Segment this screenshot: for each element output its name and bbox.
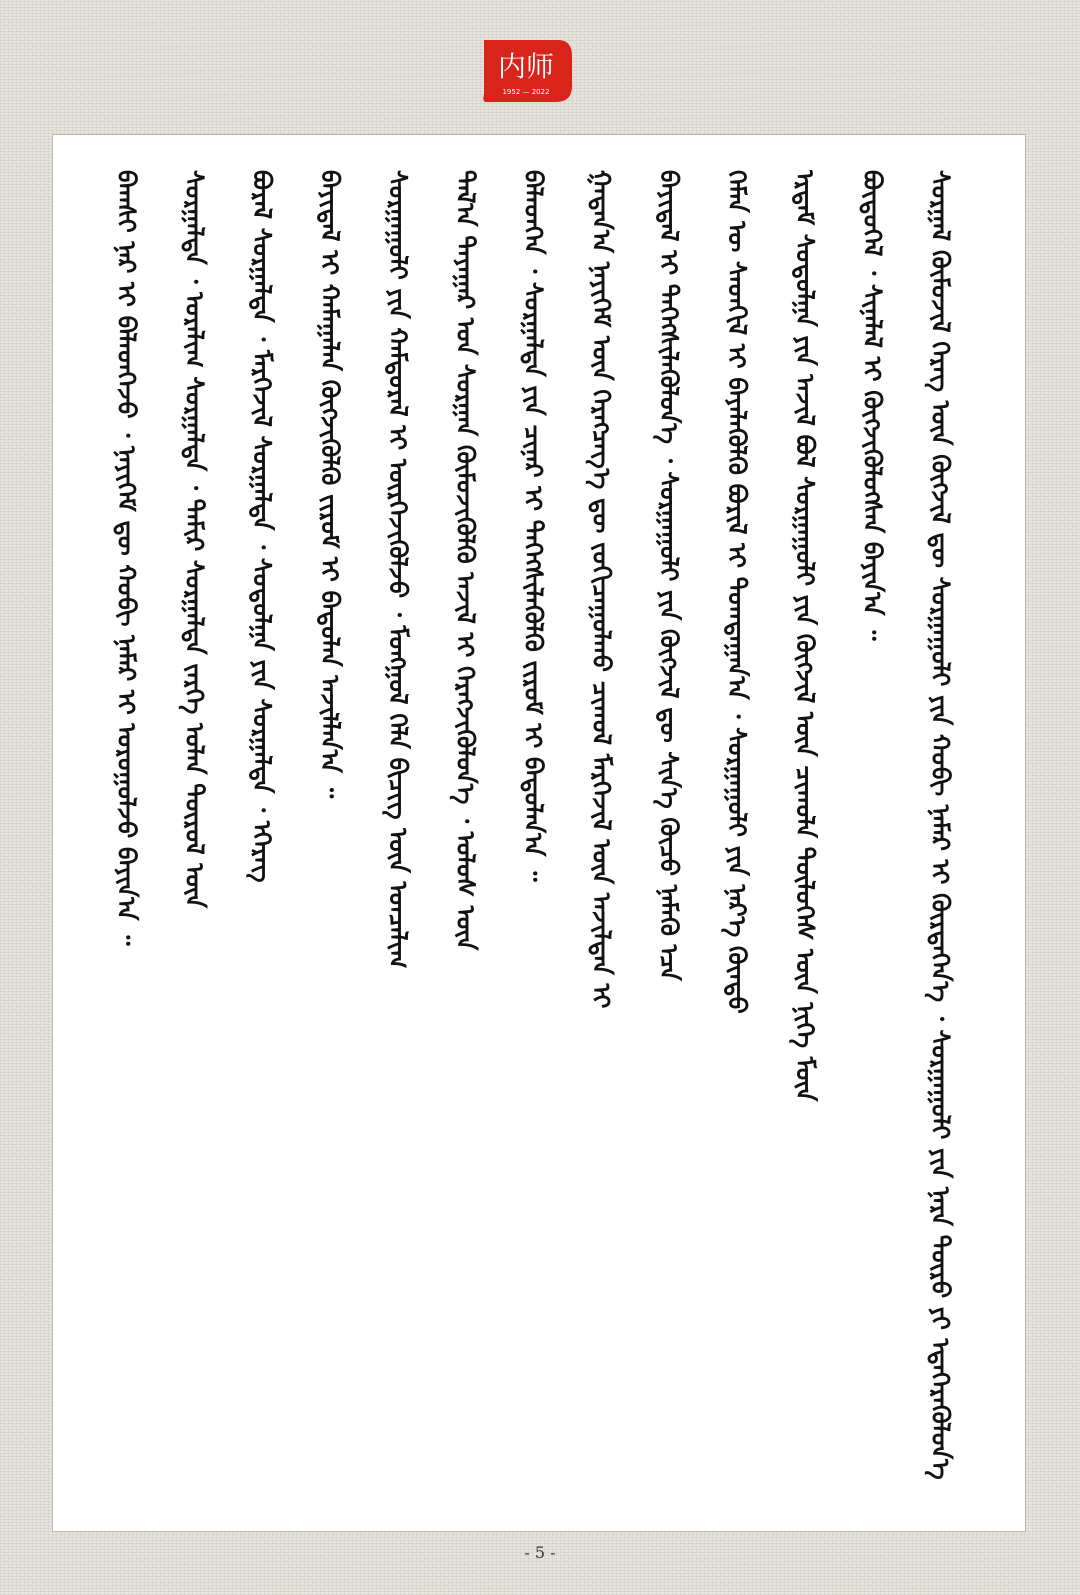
university-logo <box>478 34 576 106</box>
text-column: ᠪᠠᠭᠰᠢ ᠨᠠᠷ ᠢ ᠪᠡᠯᠡᠳᠭᠡᠵᠦ ᠂ ᠨᠡᠶᠢᠭᠡᠮ ᠳᠦ ᠬᠤᠪᠢ ᠨᠡᠮᠡᠷ ᠢ ᠣᠷᠤᠭᠤᠯᠵᠤ ᠪᠠᠶᠢᠨ᠎ᠠ ᠃ <box>112 170 141 946</box>
logo-text: 内师 <box>497 50 555 83</box>
text-column: ᠰᠤᠷᠭᠠᠯᠲᠠ ᠂ ᠤᠷᠠᠯᠢᠭ ᠰᠤᠷᠭᠠᠯᠲᠠ ᠂ ᠲᠠᠮᠢᠷ ᠰᠤᠷᠭᠠᠯᠲᠠ ᠵᠡᠷᠭᠡ ᠣᠯᠠᠨ ᠲᠦᠷᠦᠯ ᠦᠨ <box>179 170 209 909</box>
logo-emblem <box>478 34 576 106</box>
text-column: ᠡᠷᠳᠡᠮ ᠰᠤᠳᠤᠯᠭᠠ ᠶᠢᠨ ᠠᠵᠢᠯ ᠪᠤᠯ ᠰᠤᠷᠭᠠᠭᠤᠯᠢ ᠶᠢᠨ ᠬᠥᠭᠵᠢᠯ ᠦᠨ ᠴᠢᠬᠤᠯᠠ ᠲᠥᠯᠦᠭᠡᠰ ᠦᠨ ᠨᠢᠭᠡ ᠮᠥᠨ <box>790 170 820 1102</box>
text-column: ᠰᠤᠷᠭᠠᠭᠤᠯᠢ ᠶᠢᠨ ᠬᠠᠮᠲᠤᠷᠠᠯ ᠢ ᠥᠷᠭᠡᠵᠢᠭᠦᠯᠵᠦ ᠂ ᠮᠣᠩᠭᠣᠯ ᠬᠡᠯᠡ ᠪᠢᠴᠢᠭ ᠦᠨ ᠣᠨᠴᠠᠯᠢᠭ <box>383 170 413 969</box>
logo-years: 1952 — 2022 <box>502 88 550 96</box>
text-column: ᠪᠦᠲᠦᠭᠡᠯ ᠂ ᠰᠢᠨᠡᠯᠡᠯ ᠢ ᠬᠥᠭᠵᠢᠭᠦᠯᠦᠭᠰᠡᠨ ᠪᠠᠶᠢᠨ᠎ᠠ ᠃ <box>858 170 888 641</box>
text-column: ᠭᠠᠳᠠᠨ᠎ᠠ ᠨᠡᠶᠢᠭᠡᠮ ᠦᠨ ᠬᠡᠷᠡᠭᠴᠡᠭ᠎ᠡ ᠳᠦ ᠵᠣᠬᠢᠴᠠᠭᠤᠯᠬᠤ ᠴᠢᠬᠤᠯ ᠮᠡᠷᠭᠡᠵᠢᠯ ᠦᠨ ᠠᠵᠢᠯᠲᠠᠨ ᠢ <box>586 170 616 1009</box>
text-column: ᠪᠠᠶᠢᠳᠠᠯ ᠢ ᠳᠡᠭᠡᠭᠰᠢᠯᠡᠭᠦᠯᠦᠨ᠎ᠡ ᠂ ᠰᠤᠷᠭᠠᠭᠤᠯᠢ ᠶᠢᠨ ᠬᠥᠭᠵᠢᠯ ᠳᠦ ᠰᠢᠨ᠎ᠡ ᠬᠦᠴᠦ ᠨᠡᠮᠡᠬᠦ ᠡᠴᠡ <box>654 170 684 981</box>
text-column: ᠲᠠᠯ᠎ᠠ ᠳᠠᠶᠠᠭᠠᠷ ᠤᠨ ᠰᠤᠷᠭᠠᠨ ᠬᠦᠮᠦᠵᠢᠭᠦᠯᠬᠦ ᠠᠵᠢᠯ ᠢ ᠬᠡᠷᠡᠭᠵᠢᠭᠦᠯᠦᠨ᠎ᠡ ᠂ ᠤᠯᠤᠰ ᠦᠨ <box>451 170 481 951</box>
text-column: ᠪᠤᠷᠠᠯ ᠰᠤᠷᠭᠠᠯᠲᠠ ᠂ ᠮᠡᠷᠭᠡᠵᠢᠯ ᠰᠤᠷᠭᠠᠯᠲᠠ ᠂ ᠰᠤᠳᠤᠯᠭᠠ ᠶᠢᠨ ᠰᠤᠷᠭᠠᠯᠲᠠ ᠂ ᠡᠭᠡᠷᠡᠭ <box>247 170 277 883</box>
page-number: - 5 - <box>524 1543 556 1562</box>
mongolian-text-block <box>108 170 958 1480</box>
text-column: ᠬᠡᠮᠡᠨ ᠦ ᠰᠡᠳᠭᠢᠯ ᠢ ᠪᠡᠶᠡᠯᠡᠭᠦᠯᠬᠦ ᠪᠤᠷᠢᠯ ᠢ ᠲᠣᠭᠲᠠᠭᠠᠨ᠎ᠠ ᠂ ᠰᠤᠷᠭᠠᠭᠤᠯᠢ ᠶᠢᠨ ᠨᠡᠷ᠎ᠡ ᠬᠦᠨᠳᠦ <box>722 170 752 1014</box>
text-column: ᠪᠡᠯᠡᠳᠬᠡᠨ ᠂ ᠰᠤᠷᠭᠠᠯᠲᠠ ᠶᠢᠨ ᠴᠢᠨᠠᠷ ᠢ ᠳᠡᠭᠡᠭᠰᠢᠯᠡᠭᠦᠯᠬᠦ ᠵᠢᠷᠤᠮ ᠢ ᠪᠠᠲᠤᠯᠠᠨ᠎ᠠ ᠃ <box>518 170 548 882</box>
text-column: ᠰᠤᠷᠭᠠᠯ ᠬᠦᠮᠦᠵᠢᠯ ᠬᠡᠷᠡᠭ ᠦᠨ ᠬᠥᠭᠵᠢᠯ ᠳᠦ ᠰᠤᠷᠭᠠᠭᠤᠯᠢ ᠶᠢᠨ ᠬᠤᠪᠢ ᠨᠡᠮᠡᠷ ᠢ ᠬᠦᠷᠲᠡᠭᠡᠨ᠎ᠡ ᠂ ᠰᠤᠷᠭᠠᠭᠤᠯᠢ ᠶᠢᠨ ᠨᠡᠷᠡ ᠲᠥᠷᠥ ᠶᠢ ᠡᠳᠡᠭᠡᠷᠡᠭᠦᠯᠦᠨ᠎ᠡ <box>925 170 955 1480</box>
text-column: ᠪᠠᠶᠢᠳᠠᠯ ᠢ ᠬᠠᠮᠠᠭᠠᠯᠠᠨ ᠬᠥᠭᠵᠢᠭᠦᠯᠬᠦ ᠵᠢᠷᠤᠮ ᠢ ᠪᠠᠲᠤᠯᠠᠨ ᠠᠵᠢᠯᠯᠠᠨ᠎ᠠ ᠃ <box>315 170 345 799</box>
